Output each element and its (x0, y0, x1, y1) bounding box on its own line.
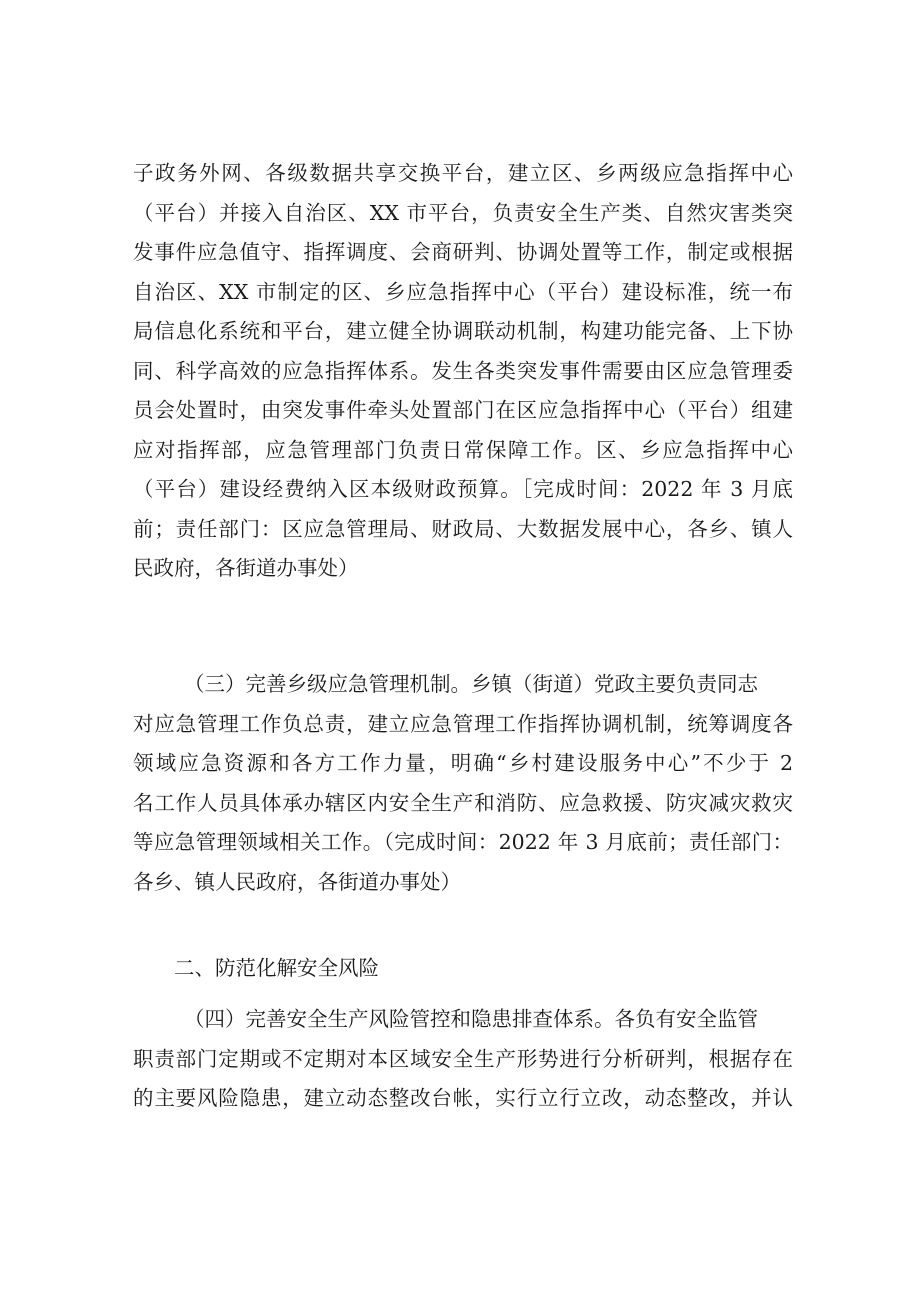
text-line: 各乡、镇人民政府，各街道办事处） (133, 869, 461, 894)
section-heading-text: 二、防范化解安全风险 (174, 956, 379, 980)
paragraph-continued (133, 154, 793, 589)
text-line: 名工作人员具体承办辖区内安全生产和消防、应急救援、防灾减灾救灾 (133, 790, 793, 815)
text-line: （平台）建设经费纳入区本级财政预算。［完成时间：2022 年 3 月底 (133, 477, 793, 501)
text-line: 领域应急资源和各方工作力量，明确“乡村建设服务中心”不少于 2 (133, 751, 793, 775)
text-line: 自治区、XX 市制定的区、乡应急指挥中心（平台）建设标准，统一布 (133, 279, 793, 304)
text-line-indented: （四）完善安全生产风险管控和隐患排查体系。各负有安全监管 (184, 1007, 758, 1031)
text-line: 局信息化系统和平台，建立健全协调联动机制，构建功能完备、上下协 (133, 319, 793, 343)
text-line: 员会处置时，由突发事件牵头处置部门在区应急指挥中心（平台）组建 (133, 398, 793, 422)
text-line: 职责部门定期或不定期对本区域安全生产形势进行分析研判，根据存在 (133, 1046, 793, 1071)
text-line-indented: （三）完善乡级应急管理机制。乡镇（街道）党政主要负责同志 (184, 672, 758, 696)
text-line: （平台）并接入自治区、XX 市平台，负责安全生产类、自然灾害类突 (133, 200, 793, 225)
text-line: 应对指挥部，应急管理部门负责日常保障工作。区、乡应急指挥中心 (133, 437, 793, 462)
text-line: 的主要风险隐患，建立动态整改台帐，实行立行立改，动态整改，并认 (133, 1086, 793, 1110)
paragraph-township-mechanism (133, 665, 793, 902)
text-line: 等应急管理领域相关工作。（完成时间：2022 年 3 月底前；责任部门： (133, 830, 793, 854)
text-line: 发事件应急值守、指挥调度、会商研判、协调处置等工作，制定或根据 (133, 240, 793, 264)
text-line: 同、科学高效的应急指挥体系。发生各类突发事件需要由区应急管理委 (133, 358, 793, 383)
section-heading (133, 949, 793, 989)
text-line: 民政府，各街道办事处） (133, 556, 359, 580)
text-line: 子政务外网、各级数据共享交换平台，建立区、乡两级应急指挥中心 (133, 161, 793, 185)
text-line: 对应急管理工作负总责，建立应急管理工作指挥协调机制，统筹调度各 (133, 711, 793, 736)
text-line: 前；责任部门：区应急管理局、财政局、大数据发展中心，各乡、镇人 (133, 516, 793, 541)
paragraph-risk-control (133, 1000, 793, 1119)
